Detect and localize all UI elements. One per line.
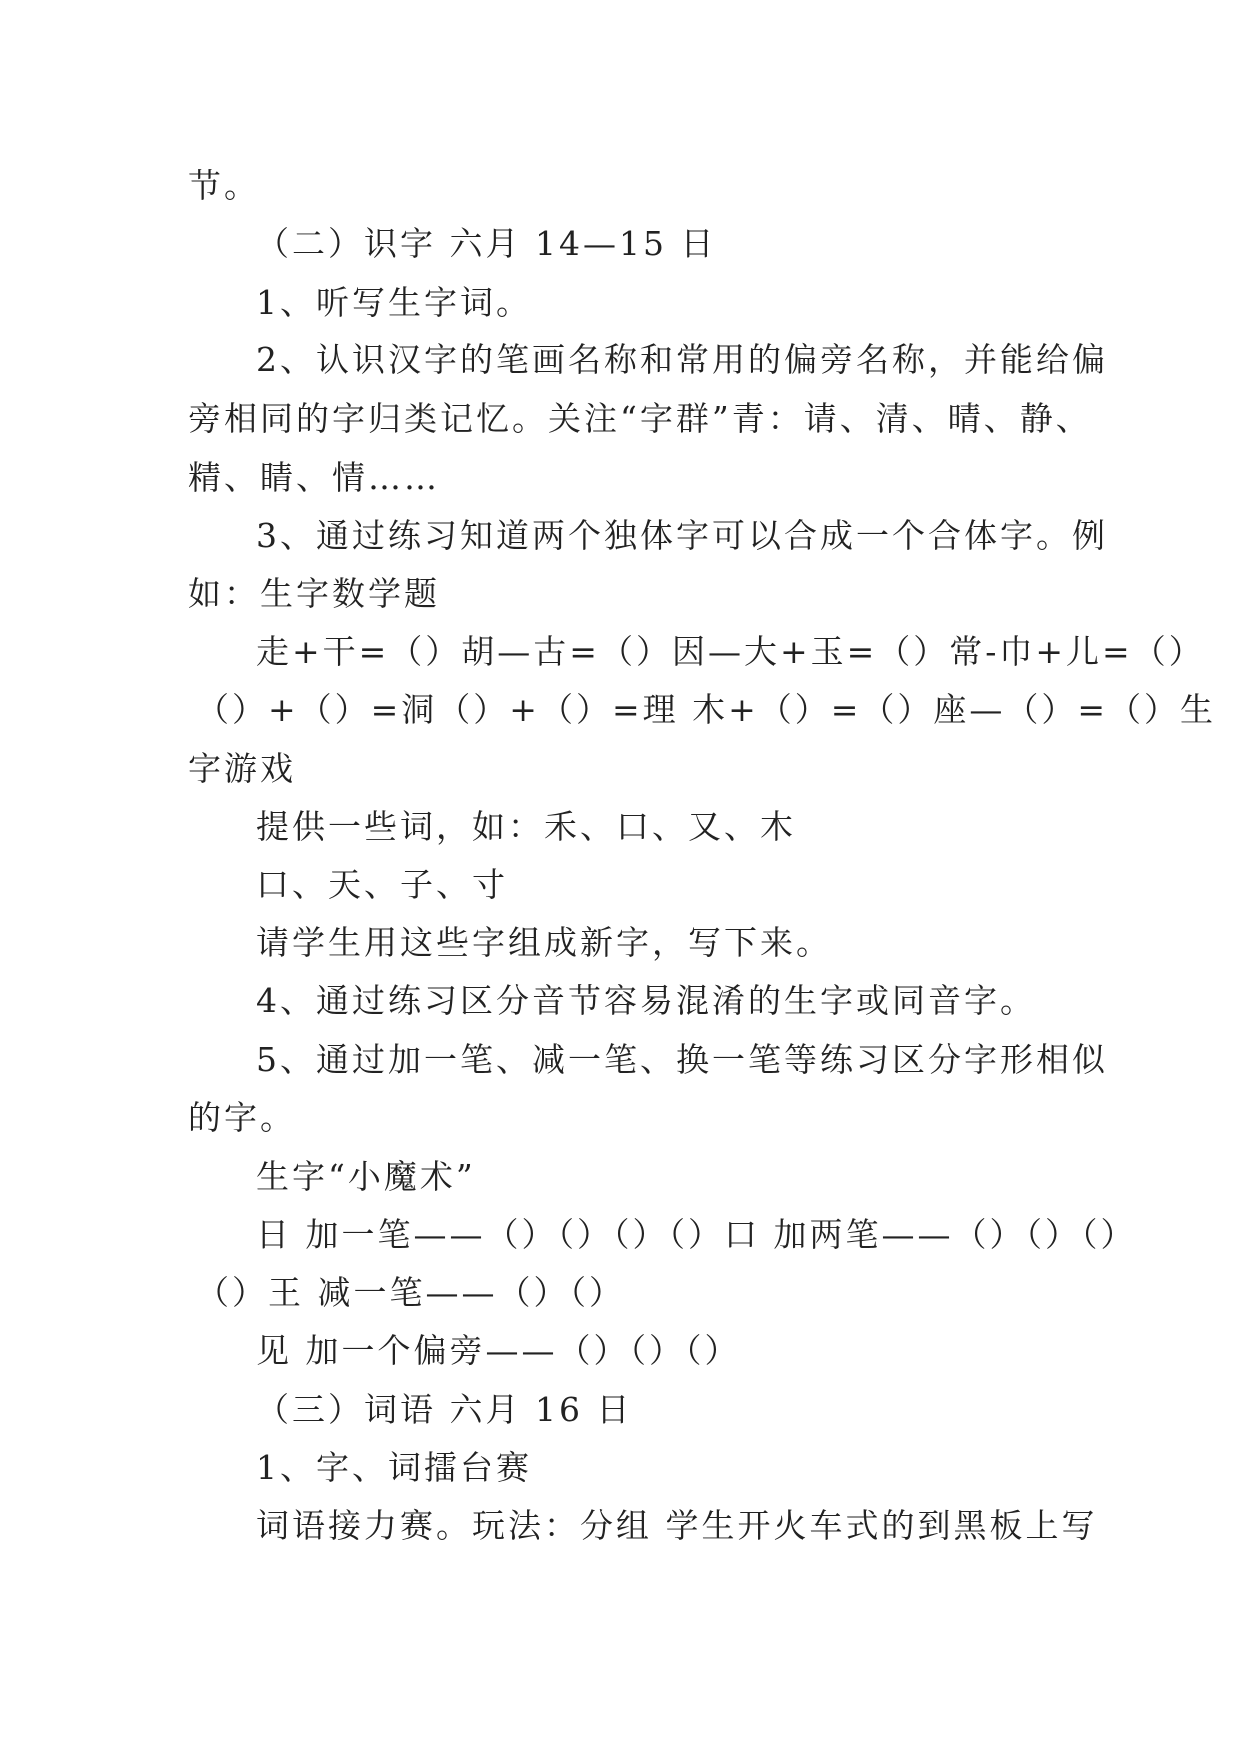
text-line: 如：生字数学题 [188,574,440,613]
text-line: 词语接力赛。玩法：分组 学生开火车式的到黑板上写 [256,1506,1098,1545]
text-line: 5、通过加一笔、减一笔、换一笔等练习区分字形相似 [256,1040,1108,1079]
text-line: 字游戏 [188,749,296,788]
text-line: 请学生用这些字组成新字，写下来。 [256,923,832,962]
text-line: 旁相同的字归类记忆。关注“字群”青：请、清、晴、静、 [188,399,1092,438]
text-line: 4、通过练习区分音节容易混淆的生字或同音字。 [256,981,1036,1020]
text-line: 生字“小魔术” [256,1157,476,1196]
text-line: 走+干=（）胡—古=（）因—大+玉=（）常-巾+儿=（） [256,632,1205,671]
text-line: 口、天、子、寸 [256,865,508,904]
text-line: 提供一些词，如：禾、口、又、木 [256,807,796,846]
text-line: 3、通过练习知道两个独体字可以合成一个合体字。例 [256,516,1108,555]
text-line: 1、字、词擂台赛 [256,1448,532,1487]
section-heading: （三）词语 六月 16 日 [256,1390,633,1429]
text-line: 节。 [188,166,260,205]
text-line: 见 加一个偏旁——（）（）（） [256,1331,741,1370]
text-line: （）王 减一笔——（）（） [196,1273,625,1312]
text-line: 的字。 [188,1098,296,1137]
text-line: （）+（）=洞（）+（）=理 木+（）=（）座—（）=（）生 [196,690,1217,729]
text-line: 1、听写生字词。 [256,283,532,322]
section-heading: （二）识字 六月 14—15 日 [256,224,717,263]
text-line: 2、认识汉字的笔画名称和常用的偏旁名称，并能给偏 [256,340,1108,379]
text-line: 精、睛、情…… [188,458,440,497]
text-line: 日 加一笔——（）（）（）（）口 加两笔——（）（）（） [256,1215,1137,1254]
